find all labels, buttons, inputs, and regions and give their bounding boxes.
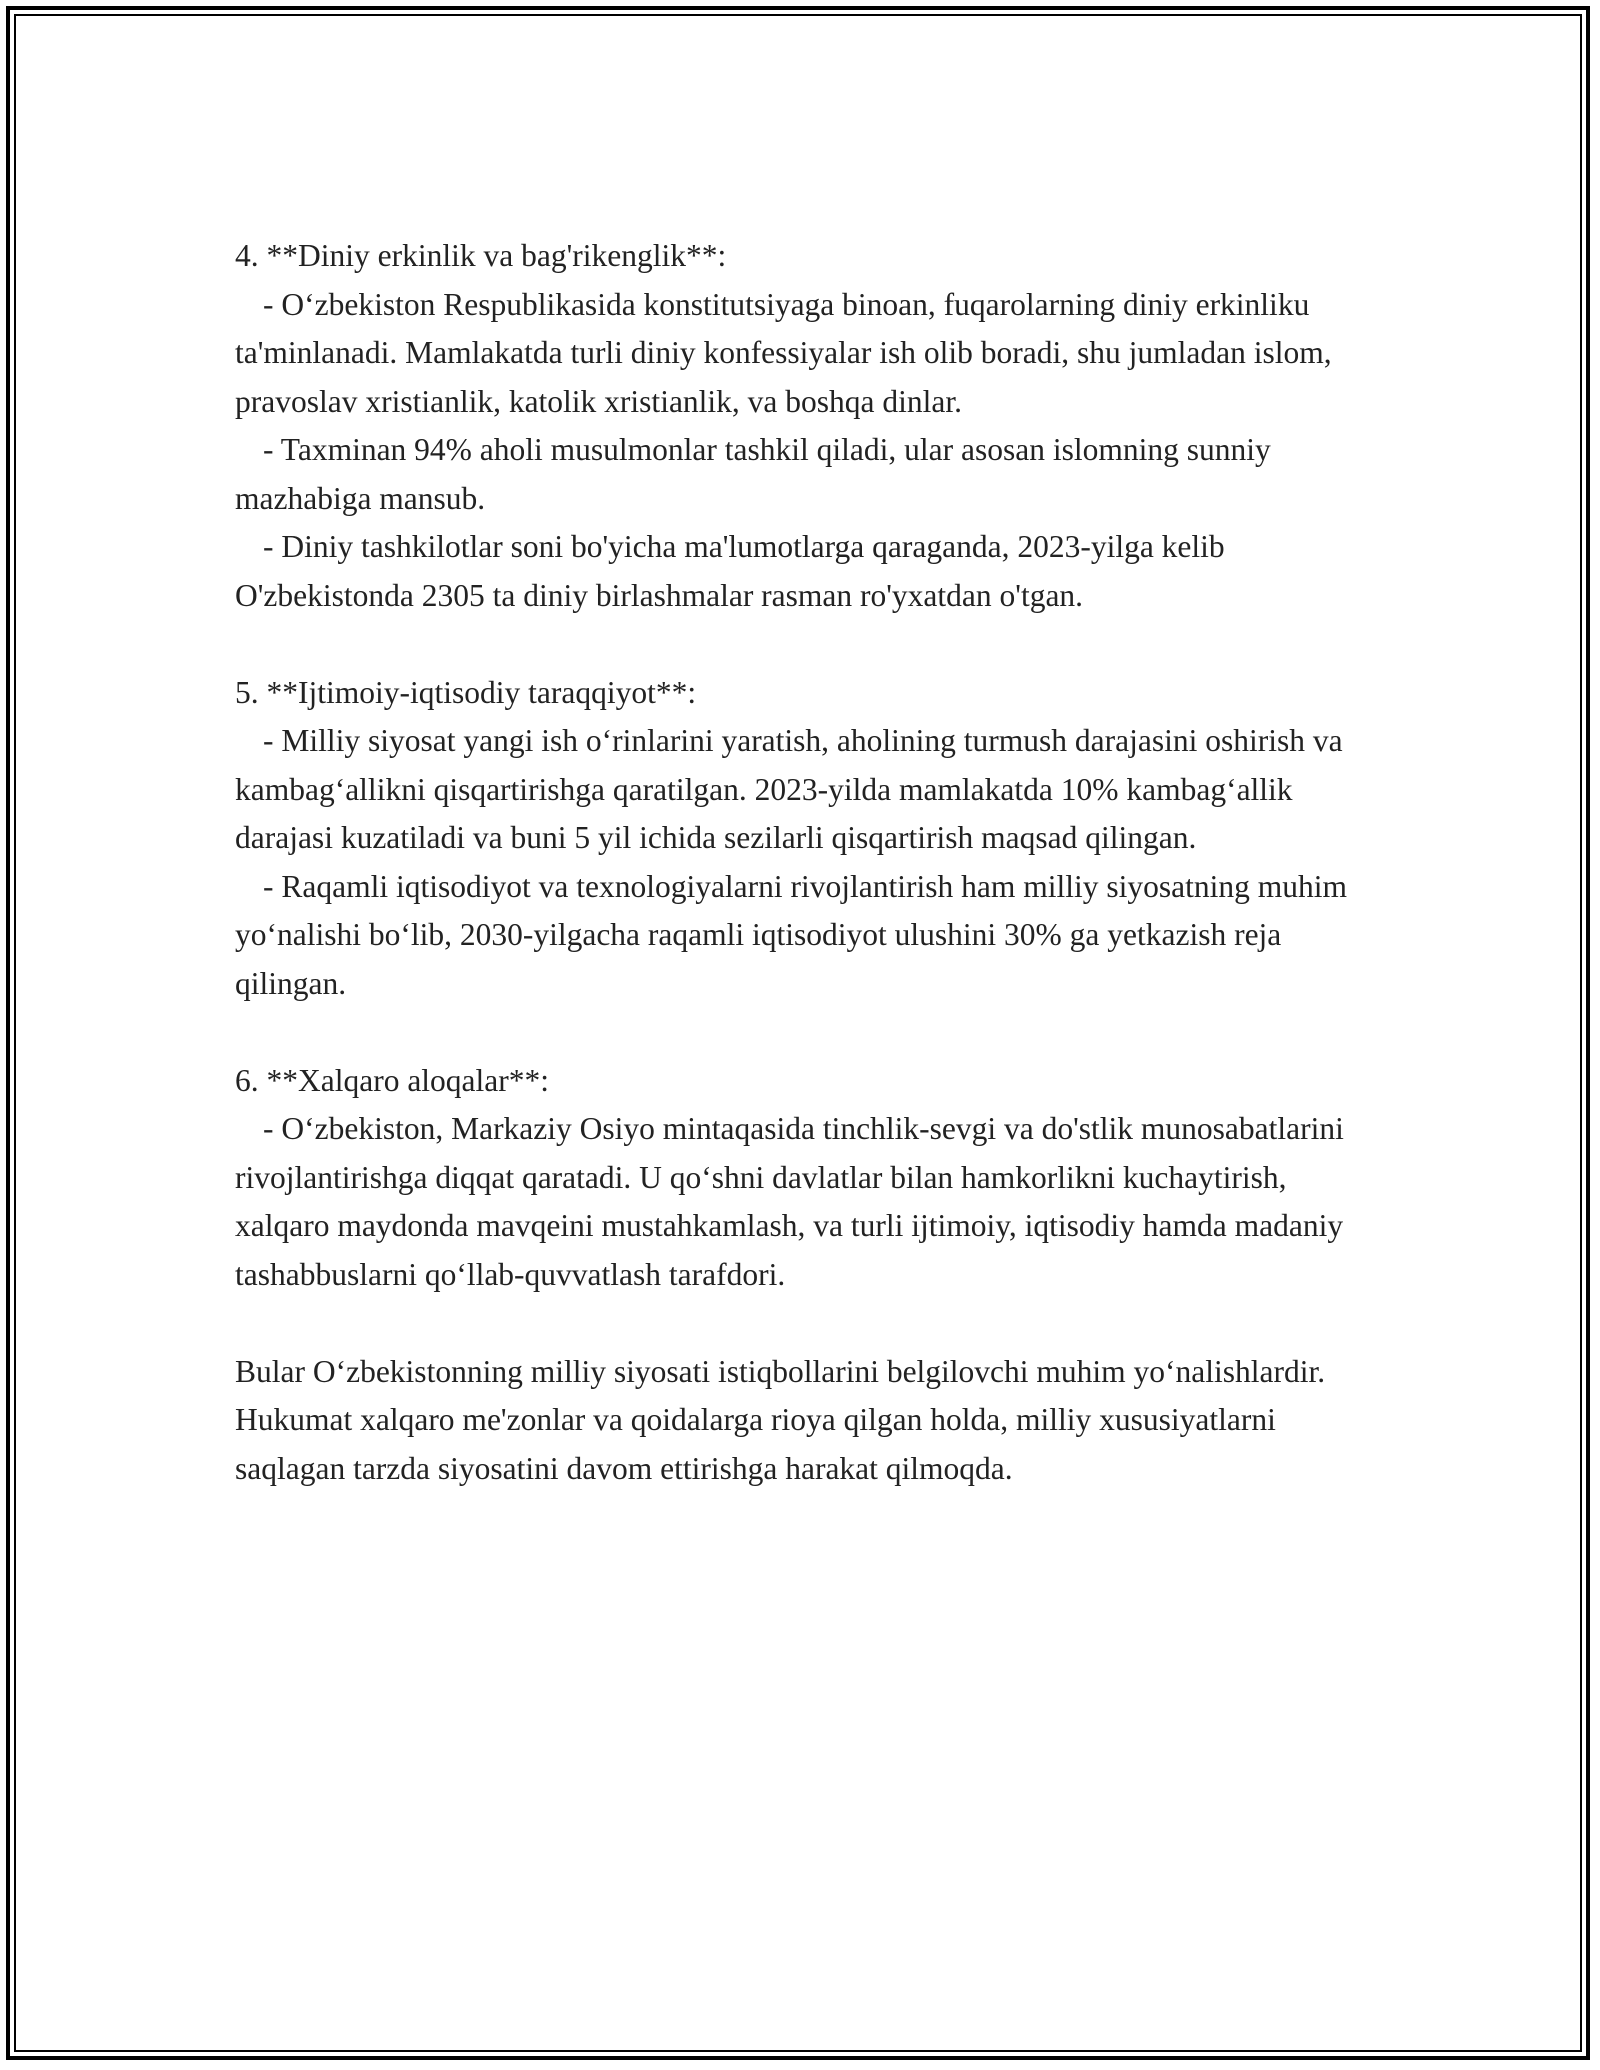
section-item: - Milliy siyosat yangi ish o‘rinlarini yaratish, aholining turmush darajasini oshirish va kambag‘allikni qisqartirishga qaratilgan. 2023-yilda mamlakatda 10% kambag‘allik darajasi kuzatiladi va buni 5 yil ichida sezilarli qisqartirish maqsad qilingan.: [235, 723, 1343, 855]
paragraph-gap: [235, 1008, 1375, 1057]
section-heading: 6. **Xalqaro aloqalar**:: [235, 1062, 550, 1098]
paragraph-gap: [235, 620, 1375, 669]
document-body: [235, 232, 1375, 1493]
paragraph-gap: [235, 1299, 1375, 1348]
section-heading: 4. **Diniy erkinlik va bag'rikenglik**:: [235, 238, 727, 273]
section-heading: 5. **Ijtimoiy-iqtisodiy taraqqiyot**:: [235, 674, 697, 710]
section-item: - O‘zbekiston Respublikasida konstitutsiyaga binoan, fuqarolarning diniy erkinliku ta'minlanadi. Mamlakatda turli diniy konfessiyalar ish olib boradi, shu jumladan islom, pravoslav xristianlik, katolik xristianlik, va boshqa dinlar.: [235, 286, 1332, 419]
section-item: - Taxminan 94% aholi musulmonlar tashkil qiladi, ular asosan islomning sunniy mazhabiga mansub.: [235, 432, 1271, 516]
conclusion-paragraph: Bular O‘zbekistonning milliy siyosati istiqbollarini belgilovchi muhim yo‘nalishlardir. Hukumat xalqaro me'zonlar va qoidalarga rioya qilgan holda, milliy xususiyatlarni saqlagan tarzda siyosatini davom ettirishga harakat qilmoqda.: [235, 1353, 1326, 1486]
section-item: - Diniy tashkilotlar soni bo'yicha ma'lumotlarga qaraganda, 2023-yilga kelib O'zbekistonda 2305 ta diniy birlashmalar rasman ro'yxatdan o'tgan.: [235, 529, 1225, 613]
section-item: - O‘zbekiston, Markaziy Osiyo mintaqasida tinchlik-sevgi va do'stlik munosabatlarini rivojlantirishga diqqat qaratadi. U qo‘shni davlatlar bilan hamkorlikni kuchaytirish, xalqaro maydonda mavqeini mustahkamlash, va turli ijtimoiy, iqtisodiy hamda madaniy tashabbuslarni qo‘llab-quvvatlash tarafdori.: [235, 1111, 1344, 1292]
section-item: - Raqamli iqtisodiyot va texnologiyalarni rivojlantirish ham milliy siyosatning muhim yo‘nalishi bo‘lib, 2030-yilgacha raqamli iqtisodiyot ulushini 30% ga yetkazish reja qilingan.: [235, 868, 1348, 1001]
